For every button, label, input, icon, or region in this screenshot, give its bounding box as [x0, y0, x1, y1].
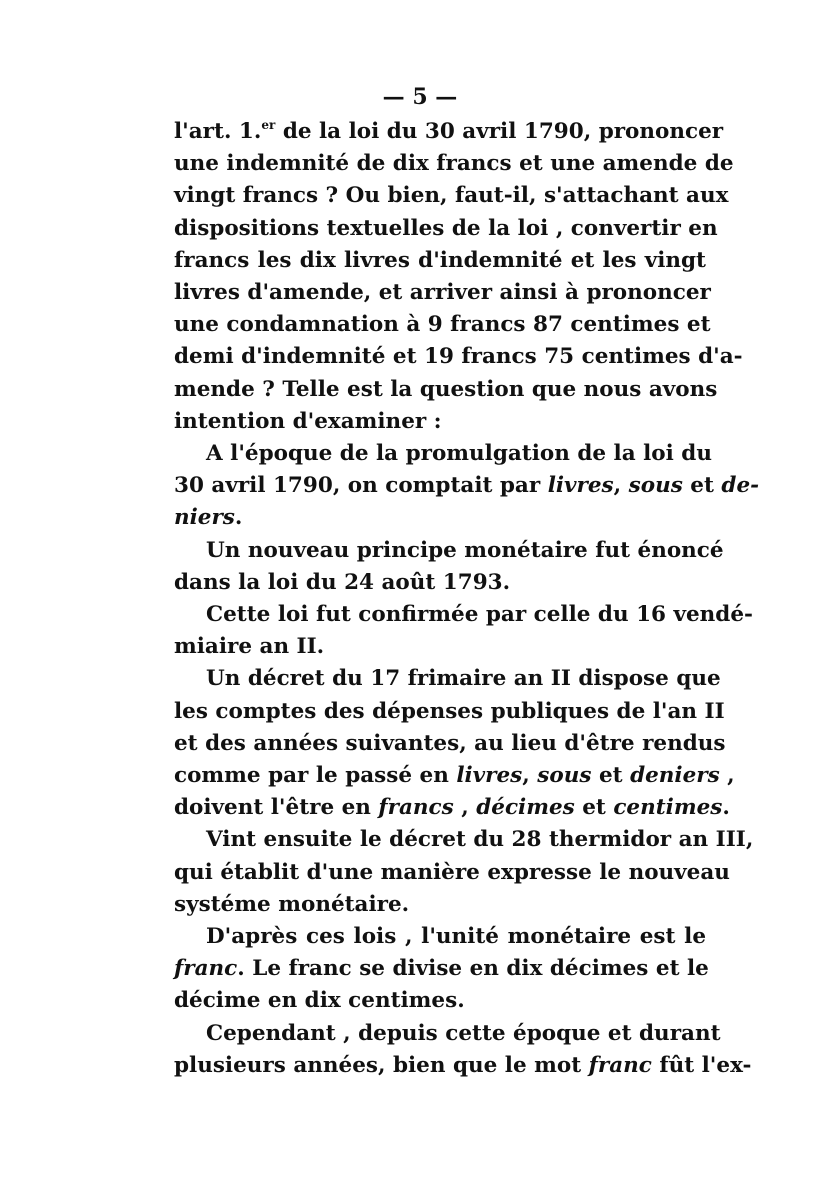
text-line: systéme monétaire.	[174, 891, 410, 917]
text-line: miaire an II.	[174, 634, 325, 660]
text-line: D'après ces lois , l'unité monétaire est le	[206, 924, 706, 950]
paragraph	[174, 535, 724, 599]
text-line: Un nouveau principe monétaire fut énoncé	[206, 537, 724, 563]
text-line: intention d'examiner :	[174, 408, 442, 434]
text-line: livres d'amende, et arriver ainsi à prononcer	[174, 280, 711, 306]
text-line: A l'époque de la promulgation de la loi du	[206, 441, 712, 467]
paragraph	[174, 921, 709, 1018]
text-line: une indemnité de dix francs et une amende de	[174, 151, 734, 177]
text-line: mende ? Telle est la question que nous avons	[174, 376, 718, 402]
text-line: demi d'indemnité et 19 francs 75 centimes d'a-	[174, 344, 743, 370]
text-line: 30 avril 1790, on comptait par livres, sous et de-	[174, 473, 760, 499]
text-line: Un décret du 17 frimaire an II dispose que	[206, 666, 721, 692]
paragraph	[174, 824, 754, 921]
text-line: et des années suivantes, au lieu d'être rendus	[174, 730, 726, 756]
text-line: plusieurs années, bien que le mot franc fût l'ex-	[174, 1052, 752, 1078]
text-line: niers.	[174, 505, 243, 531]
text-line: franc. Le franc se divise en dix décimes et le	[174, 956, 709, 982]
text-line: Vint ensuite le décret du 28 thermidor an III,	[206, 827, 754, 853]
text-line: comme par le passé en livres, sous et deniers ,	[174, 763, 735, 789]
text-line: qui établit d'une manière expresse le nouveau	[174, 859, 730, 885]
text-line: dans la loi du 24 août 1793.	[174, 569, 511, 595]
text-line: francs les dix livres d'indemnité et les vingt	[174, 247, 706, 273]
text-line: doivent l'être en francs , décimes et centimes.	[174, 795, 730, 821]
text-line: une condamnation à 9 francs 87 centimes et	[174, 312, 711, 338]
body-text	[174, 116, 760, 1082]
page-number: — 5 —	[382, 84, 458, 110]
text-line: Cette loi fut confirmée par celle du 16 vendé-	[206, 602, 753, 628]
paragraph	[174, 599, 753, 663]
text-line: Cependant , depuis cette époque et durant	[206, 1020, 721, 1046]
paragraph	[174, 663, 735, 824]
text-line: l'art. 1.$^{er}$ de la loi du 30 avril 1790, prononcer	[174, 118, 724, 144]
text-line: décime en dix centimes.	[174, 988, 465, 1014]
text-line: les comptes des dépenses publiques de l'an II	[174, 698, 725, 724]
text-line: dispositions textuelles de la loi , convertir en	[174, 215, 718, 241]
text-line: vingt francs ? Ou bien, faut-il, s'attachant aux	[174, 183, 729, 209]
paragraph	[174, 1018, 752, 1082]
paragraph	[174, 116, 743, 438]
paragraph	[174, 438, 760, 535]
